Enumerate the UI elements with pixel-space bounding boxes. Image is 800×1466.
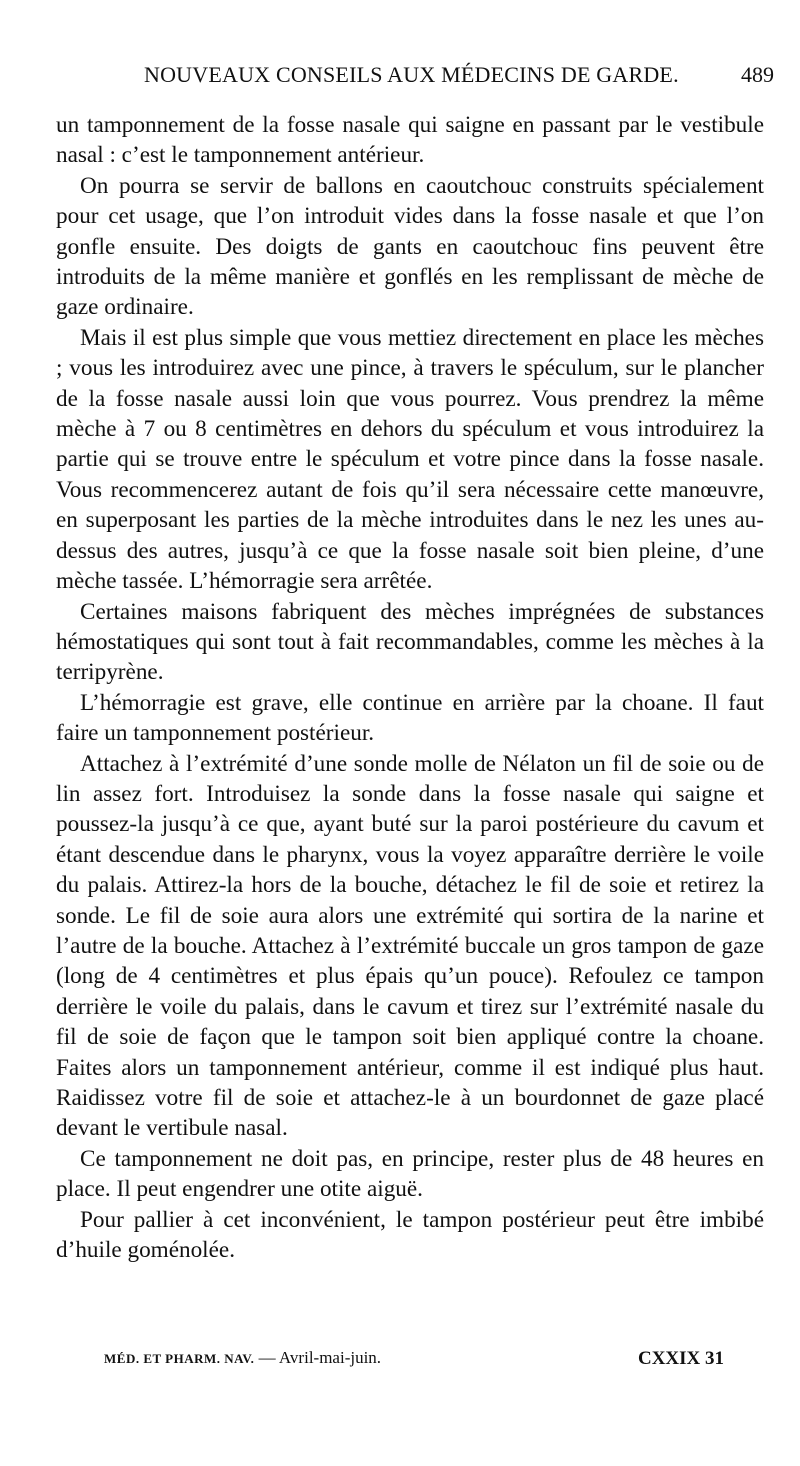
journal-period: — Avril-mai-juin. <box>254 1348 382 1367</box>
page-footer <box>104 1348 724 1378</box>
paragraph: Mais il est plus simple que vous mettiez directement en place les mèches ; vous les introduirez avec une pince, à travers le spéculum, sur le plancher de la fosse nasale aussi loin que vous pourrez. Vous prendrez la même mèche à 7 ou 8 centimètres en dehors du spéculum et vous introduirez la partie qui se trouve entre le spéculum et votre pince dans la fosse nasale. Vous recommencerez autant de fois qu’il sera nécessaire cette manœuvre, en superposant les parties de la mèche introduites dans le nez les unes au-dessus des autres, jusqu’à ce que la fosse nasale soit bien pleine, d’une mèche tassée. L’hémorragie sera arrêtée. <box>56 324 764 595</box>
paragraph: On pourra se servir de ballons en caoutchouc construits spécialement pour cet usage, que l’on introduit vides dans la fosse nasale et que l’on gonfle ensuite. Des doigts de gants en caoutchouc fins peuvent être introduits de la même manière et gonflés en les remplissant de mèche de gaze ordinaire. <box>56 172 764 321</box>
running-head: NOUVEAUX CONSEILS AUX MÉDECINS DE GARDE. <box>144 62 679 87</box>
paragraph: Attachez à l’extrémité d’une sonde molle de Nélaton un fil de soie ou de lin assez fort. Introduisez la sonde dans la fosse nasale qui saigne et poussez-la jusqu’à ce que, ayant buté sur la paroi postérieure du cavum et étant descendue dans le pharynx, vous la voyez apparaître derrière le voile du palais. Attirez-la hors de la bouche, détachez le fil de soie et retirez la sonde. Le fil de soie aura alors une extrémité qui sortira de la narine et l’autre de la bouche. Attachez à l’extrémité buccale un gros tampon de gaze (long de 4 centimètres et plus épais qu’un pouce). Refoulez ce tampon derrière le voile du palais, dans le cavum et tirez sur l’extrémité nasale du fil de soie de façon que le tampon soit bien appliqué contre la choane. Faites alors un tamponnement antérieur, comme il est indiqué plus haut. Raidissez votre fil de soie et attachez-le à un bourdonnet de gaze placé devant le vertibule nasal. <box>56 750 764 1142</box>
paragraph: L’hémorragie est grave, elle continue en arrière par la choane. Il faut faire un tamponnement postérieur. <box>56 689 764 747</box>
body-text <box>56 110 764 1265</box>
paragraph: un tamponnement de la fosse nasale qui saigne en passant par le vestibule nasal : c’est le tamponnement antérieur. <box>56 112 764 169</box>
journal-reference <box>104 1348 381 1368</box>
paragraph: Certaines maisons fabriquent des mèches imprégnées de substances hémostatiques qui sont tout à fait recommandables, comme les mèches à la terripyrène. <box>56 598 764 686</box>
page-number: 489 <box>741 62 774 87</box>
paragraph: Ce tamponnement ne doit pas, en principe, rester plus de 48 heures en place. Il peut engendrer une otite aiguë. <box>56 1145 764 1203</box>
journal-abbreviation: MÉD. ET PHARM. NAV. <box>104 1351 255 1366</box>
printer-signature-mark: CXXIX 31 <box>637 1348 724 1369</box>
page-header <box>56 62 774 94</box>
paragraph: Pour pallier à cet inconvénient, le tampon postérieur peut être imbibé d’huile goménolée. <box>56 1206 764 1264</box>
